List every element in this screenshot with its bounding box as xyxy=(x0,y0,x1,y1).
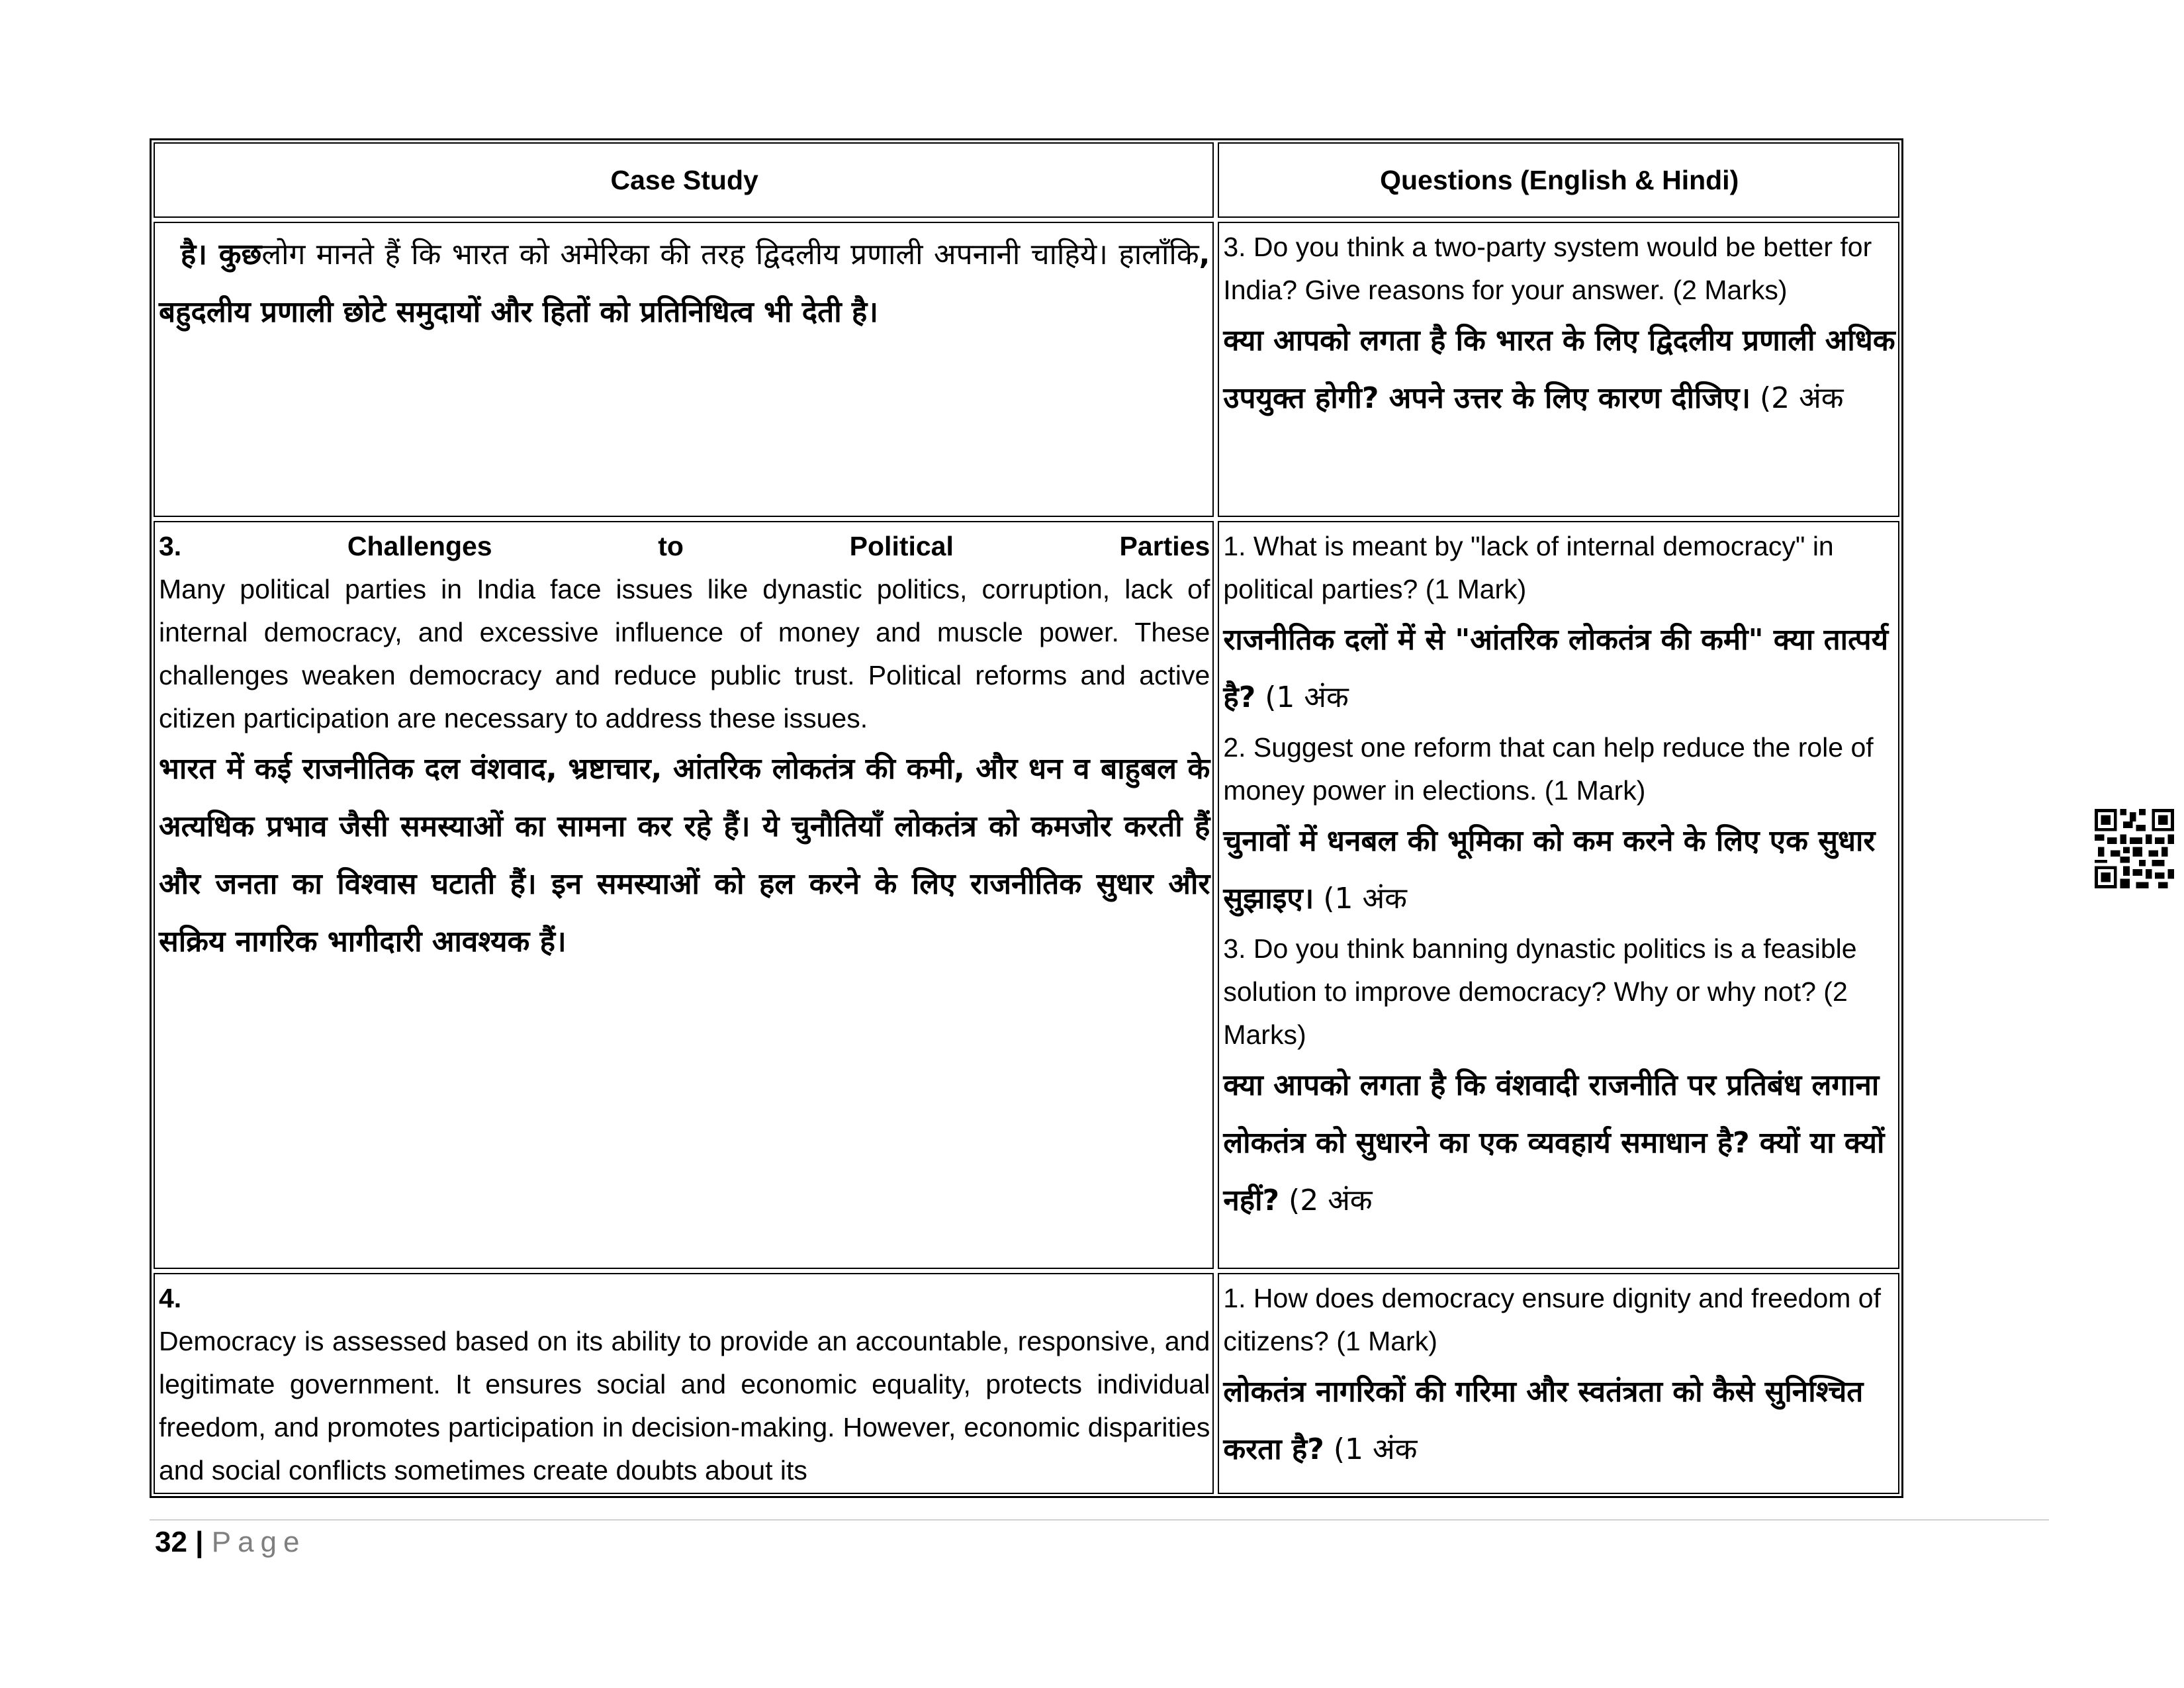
question-en: 3. Do you think a two-party system would be better for India? Give reasons for your answer. (2 Marks) xyxy=(1223,232,1872,305)
case-text-cell xyxy=(154,521,1214,1269)
question-hi xyxy=(1223,1363,1895,1478)
table-row-2 xyxy=(154,521,1899,1269)
case-number: 4. xyxy=(159,1283,182,1313)
page-number: 32 xyxy=(155,1526,187,1558)
header-questions: Questions (English & Hindi) xyxy=(1218,142,1899,218)
table-header-row xyxy=(154,142,1899,218)
case-text-cell xyxy=(154,222,1214,517)
question-hi-marks: (2 अंक xyxy=(1279,1184,1373,1217)
question-hi-text: लोकतंत्र नागरिकों की गरिमा और स्वतंत्रता को कैसे सुनिश्चित करता है? xyxy=(1223,1375,1864,1466)
case-text-en: Democracy is assessed based on its ability to provide an accountable, responsive, and legitimate government. It ensures social and economic equality, protects individual freedom, and promotes participation in decision-making. However, economic disparities and social conflicts sometimes create doubts about its xyxy=(159,1326,1210,1485)
question-hi-marks: (1 अंक xyxy=(1255,680,1349,714)
question-hi-text: चुनावों में धनबल की भूमिका को कम करने के लिए एक सुधार सुझाइए। xyxy=(1223,824,1876,915)
question-hi xyxy=(1223,611,1895,726)
case-study-table xyxy=(150,138,1903,1498)
question-hi xyxy=(1223,312,1895,427)
question-en: 1. How does democracy ensure dignity and freedom of citizens? (1 Mark) xyxy=(1223,1283,1881,1356)
question-hi-text: क्या आपको लगता है कि भारत के लिए द्विदलीय प्रणाली अधिक उपयुक्त होगी? अपने उत्तर के लिए कारण दीजिए। xyxy=(1223,324,1895,415)
page-label: Page xyxy=(211,1526,306,1558)
question-hi xyxy=(1223,812,1895,927)
case-number: 3. xyxy=(159,531,182,561)
question-hi xyxy=(1223,1056,1895,1229)
question-hi-text: क्या आपको लगता है कि वंशवादी राजनीति पर प्रतिबंध लगाना लोकतंत्र को सुधारने का एक व्यवहार्य समाधान है? क्यों या क्यों नहीं? xyxy=(1223,1068,1885,1217)
case-title-word: Parties xyxy=(1119,531,1210,561)
case-title xyxy=(159,525,1210,568)
question-hi-marks: (2 अंक xyxy=(1751,381,1844,415)
case-title-word: Political xyxy=(849,531,954,561)
case-text-en: Many political parties in India face issues like dynastic politics, corruption, lack of internal democracy, and excessive influence of money and muscle power. These challenges weaken democracy and reduce public trust. Political reforms and active citizen participation are necessary to address these issues. xyxy=(159,574,1210,733)
page-footer xyxy=(155,1523,306,1562)
question-en: 3. Do you think banning dynastic politics is a feasible solution to improve democracy? Why or why not? (2 Marks) xyxy=(1223,933,1857,1050)
page-separator: | xyxy=(187,1526,212,1558)
case-text-end: , बहुदलीय प्रणाली छोटे समुदायों और हितों को प्रतिनिधित्व भी देती है। xyxy=(159,238,1210,329)
case-title-word: to xyxy=(658,531,684,561)
question-hi-marks: (1 अंक xyxy=(1314,882,1407,915)
question-hi-text: राजनीतिक दलों में से "आंतरिक लोकतंत्र की कमी" क्या तात्पर्य है? xyxy=(1223,623,1889,714)
questions-cell xyxy=(1218,222,1899,517)
question-en: 2. Suggest one reform that can help reduce the role of money power in elections. (1 Mark) xyxy=(1223,732,1874,806)
case-text-start: है। कुछ xyxy=(180,238,262,271)
questions-cell xyxy=(1218,521,1899,1269)
footer-divider xyxy=(150,1519,2049,1521)
table-row-3 xyxy=(154,1273,1899,1494)
case-text-cell xyxy=(154,1273,1214,1494)
case-title-word: Challenges xyxy=(347,531,492,561)
qr-code-icon xyxy=(2095,809,2174,888)
header-case-study: Case Study xyxy=(154,142,1214,218)
table-row-1 xyxy=(154,222,1899,517)
question-hi-marks: (1 अंक xyxy=(1324,1432,1418,1466)
case-text-middle: लोग मानते हैं कि भारत को अमेरिका की तरह द्विदलीय प्रणाली अपनानी चाहिये। हालाँकि xyxy=(261,238,1199,271)
case-text-hi: भारत में कई राजनीतिक दल वंशवाद, भ्रष्टाचार, आंतरिक लोकतंत्र की कमी, और धन व बाहुबल के अत्यधिक प्रभाव जैसी समस्याओं का सामना कर रहे हैं। ये चुनौतियाँ लोकतंत्र को कमजोर करती हैं और जनता का विश्वास घटाती हैं। इन समस्याओं को हल करने के लिए राजनीतिक सुधार और सक्रिय नागरिक भागीदारी आवश्यक हैं। xyxy=(159,752,1210,959)
question-en: 1. What is meant by "lack of internal democracy" in political parties? (1 Mark) xyxy=(1223,531,1834,604)
questions-cell xyxy=(1218,1273,1899,1494)
